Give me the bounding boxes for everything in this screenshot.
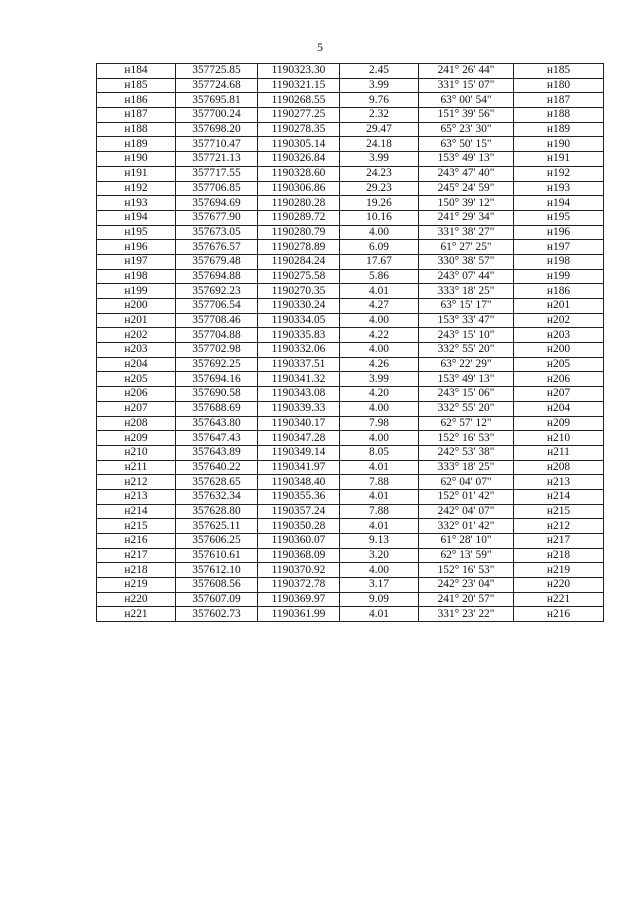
point-from-cell: н184 <box>97 64 176 79</box>
bearing-cell: 242° 53' 38" <box>419 445 514 460</box>
point-to-cell: н204 <box>514 401 604 416</box>
y-coordinate-cell: 1190270.35 <box>258 284 340 299</box>
bearing-cell: 331° 15' 07" <box>419 78 514 93</box>
point-from-cell: н219 <box>97 578 176 593</box>
table-row <box>97 578 604 593</box>
point-to-cell: н213 <box>514 475 604 490</box>
x-coordinate-cell: 357706.54 <box>176 299 258 314</box>
x-coordinate-cell: 357608.56 <box>176 578 258 593</box>
bearing-cell: 62° 57' 12" <box>419 416 514 431</box>
point-to-cell: н191 <box>514 152 604 167</box>
table-row <box>97 460 604 475</box>
point-from-cell: н186 <box>97 93 176 108</box>
bearing-cell: 152° 01' 42" <box>419 489 514 504</box>
bearing-cell: 63° 50' 15" <box>419 137 514 152</box>
x-coordinate-cell: 357647.43 <box>176 431 258 446</box>
y-coordinate-cell: 1190280.28 <box>258 196 340 211</box>
x-coordinate-cell: 357632.34 <box>176 489 258 504</box>
distance-cell: 4.01 <box>340 519 419 534</box>
point-to-cell: н192 <box>514 166 604 181</box>
y-coordinate-cell: 1190280.79 <box>258 225 340 240</box>
point-from-cell: н199 <box>97 284 176 299</box>
point-to-cell: н203 <box>514 328 604 343</box>
bearing-cell: 61° 27' 25" <box>419 240 514 255</box>
distance-cell: 4.00 <box>340 431 419 446</box>
distance-cell: 2.32 <box>340 108 419 123</box>
x-coordinate-cell: 357643.89 <box>176 445 258 460</box>
x-coordinate-cell: 357625.11 <box>176 519 258 534</box>
point-from-cell: н203 <box>97 343 176 358</box>
point-to-cell: н209 <box>514 416 604 431</box>
distance-cell: 9.76 <box>340 93 419 108</box>
table-row <box>97 475 604 490</box>
distance-cell: 7.88 <box>340 504 419 519</box>
point-to-cell: н200 <box>514 343 604 358</box>
distance-cell: 3.20 <box>340 548 419 563</box>
bearing-cell: 333° 18' 25" <box>419 460 514 475</box>
coordinates-table <box>96 63 604 622</box>
y-coordinate-cell: 1190337.51 <box>258 357 340 372</box>
point-from-cell: н193 <box>97 196 176 211</box>
x-coordinate-cell: 357694.16 <box>176 372 258 387</box>
y-coordinate-cell: 1190278.35 <box>258 122 340 137</box>
table-row <box>97 548 604 563</box>
table-row <box>97 387 604 402</box>
table-row <box>97 328 604 343</box>
bearing-cell: 63° 00' 54" <box>419 93 514 108</box>
point-to-cell: н206 <box>514 372 604 387</box>
x-coordinate-cell: 357702.98 <box>176 343 258 358</box>
point-to-cell: н193 <box>514 181 604 196</box>
distance-cell: 4.27 <box>340 299 419 314</box>
distance-cell: 4.00 <box>340 313 419 328</box>
distance-cell: 4.00 <box>340 401 419 416</box>
point-to-cell: н219 <box>514 563 604 578</box>
y-coordinate-cell: 1190355.36 <box>258 489 340 504</box>
bearing-cell: 332° 01' 42" <box>419 519 514 534</box>
x-coordinate-cell: 357690.58 <box>176 387 258 402</box>
point-to-cell: н205 <box>514 357 604 372</box>
point-to-cell: н215 <box>514 504 604 519</box>
point-to-cell: н195 <box>514 210 604 225</box>
point-to-cell: н199 <box>514 269 604 284</box>
table-row <box>97 78 604 93</box>
table-row <box>97 607 604 622</box>
distance-cell: 7.98 <box>340 416 419 431</box>
point-from-cell: н213 <box>97 489 176 504</box>
point-from-cell: н202 <box>97 328 176 343</box>
point-from-cell: н210 <box>97 445 176 460</box>
distance-cell: 24.23 <box>340 166 419 181</box>
coordinates-table-body <box>97 64 604 622</box>
table-row <box>97 93 604 108</box>
y-coordinate-cell: 1190348.40 <box>258 475 340 490</box>
x-coordinate-cell: 357628.80 <box>176 504 258 519</box>
point-from-cell: н221 <box>97 607 176 622</box>
bearing-cell: 241° 26' 44" <box>419 64 514 79</box>
x-coordinate-cell: 357700.24 <box>176 108 258 123</box>
point-from-cell: н206 <box>97 387 176 402</box>
point-from-cell: н198 <box>97 269 176 284</box>
point-from-cell: н187 <box>97 108 176 123</box>
y-coordinate-cell: 1190284.24 <box>258 254 340 269</box>
table-row <box>97 372 604 387</box>
bearing-cell: 63° 15' 17" <box>419 299 514 314</box>
point-from-cell: н194 <box>97 210 176 225</box>
distance-cell: 10.16 <box>340 210 419 225</box>
distance-cell: 3.17 <box>340 578 419 593</box>
x-coordinate-cell: 357677.90 <box>176 210 258 225</box>
distance-cell: 4.00 <box>340 343 419 358</box>
x-coordinate-cell: 357725.85 <box>176 64 258 79</box>
distance-cell: 4.01 <box>340 284 419 299</box>
distance-cell: 8.05 <box>340 445 419 460</box>
point-to-cell: н214 <box>514 489 604 504</box>
x-coordinate-cell: 357708.46 <box>176 313 258 328</box>
y-coordinate-cell: 1190347.28 <box>258 431 340 446</box>
table-row <box>97 225 604 240</box>
x-coordinate-cell: 357640.22 <box>176 460 258 475</box>
x-coordinate-cell: 357694.88 <box>176 269 258 284</box>
y-coordinate-cell: 1190275.58 <box>258 269 340 284</box>
distance-cell: 2.45 <box>340 64 419 79</box>
point-to-cell: н212 <box>514 519 604 534</box>
y-coordinate-cell: 1190341.97 <box>258 460 340 475</box>
table-row <box>97 299 604 314</box>
y-coordinate-cell: 1190306.86 <box>258 181 340 196</box>
table-row <box>97 152 604 167</box>
bearing-cell: 152° 16' 53" <box>419 431 514 446</box>
point-from-cell: н211 <box>97 460 176 475</box>
point-from-cell: н214 <box>97 504 176 519</box>
y-coordinate-cell: 1190361.99 <box>258 607 340 622</box>
y-coordinate-cell: 1190360.07 <box>258 534 340 549</box>
bearing-cell: 241° 29' 34" <box>419 210 514 225</box>
y-coordinate-cell: 1190350.28 <box>258 519 340 534</box>
point-from-cell: н217 <box>97 548 176 563</box>
point-to-cell: н188 <box>514 108 604 123</box>
point-from-cell: н191 <box>97 166 176 181</box>
y-coordinate-cell: 1190326.84 <box>258 152 340 167</box>
y-coordinate-cell: 1190321.15 <box>258 78 340 93</box>
point-from-cell: н209 <box>97 431 176 446</box>
distance-cell: 9.13 <box>340 534 419 549</box>
bearing-cell: 245° 24' 59" <box>419 181 514 196</box>
y-coordinate-cell: 1190268.55 <box>258 93 340 108</box>
bearing-cell: 62° 13' 59" <box>419 548 514 563</box>
distance-cell: 4.01 <box>340 607 419 622</box>
x-coordinate-cell: 357607.09 <box>176 592 258 607</box>
y-coordinate-cell: 1190277.25 <box>258 108 340 123</box>
distance-cell: 4.26 <box>340 357 419 372</box>
point-from-cell: н208 <box>97 416 176 431</box>
table-row <box>97 534 604 549</box>
distance-cell: 3.99 <box>340 372 419 387</box>
point-to-cell: н202 <box>514 313 604 328</box>
bearing-cell: 243° 47' 40" <box>419 166 514 181</box>
point-to-cell: н208 <box>514 460 604 475</box>
table-row <box>97 592 604 607</box>
table-row <box>97 563 604 578</box>
bearing-cell: 151° 39' 56" <box>419 108 514 123</box>
point-to-cell: н198 <box>514 254 604 269</box>
bearing-cell: 242° 23' 04" <box>419 578 514 593</box>
table-row <box>97 313 604 328</box>
x-coordinate-cell: 357695.81 <box>176 93 258 108</box>
point-from-cell: н200 <box>97 299 176 314</box>
y-coordinate-cell: 1190343.08 <box>258 387 340 402</box>
point-from-cell: н188 <box>97 122 176 137</box>
x-coordinate-cell: 357704.88 <box>176 328 258 343</box>
table-row <box>97 166 604 181</box>
y-coordinate-cell: 1190349.14 <box>258 445 340 460</box>
y-coordinate-cell: 1190341.32 <box>258 372 340 387</box>
table-row <box>97 122 604 137</box>
bearing-cell: 241° 20' 57" <box>419 592 514 607</box>
distance-cell: 4.20 <box>340 387 419 402</box>
point-from-cell: н205 <box>97 372 176 387</box>
table-row <box>97 504 604 519</box>
distance-cell: 4.22 <box>340 328 419 343</box>
point-to-cell: н189 <box>514 122 604 137</box>
point-to-cell: н211 <box>514 445 604 460</box>
y-coordinate-cell: 1190357.24 <box>258 504 340 519</box>
x-coordinate-cell: 357676.57 <box>176 240 258 255</box>
point-from-cell: н189 <box>97 137 176 152</box>
point-to-cell: н190 <box>514 137 604 152</box>
bearing-cell: 242° 04' 07" <box>419 504 514 519</box>
point-from-cell: н201 <box>97 313 176 328</box>
x-coordinate-cell: 357692.23 <box>176 284 258 299</box>
table-row <box>97 181 604 196</box>
distance-cell: 29.23 <box>340 181 419 196</box>
table-row <box>97 64 604 79</box>
x-coordinate-cell: 357717.55 <box>176 166 258 181</box>
y-coordinate-cell: 1190368.09 <box>258 548 340 563</box>
x-coordinate-cell: 357643.80 <box>176 416 258 431</box>
x-coordinate-cell: 357706.85 <box>176 181 258 196</box>
point-to-cell: н201 <box>514 299 604 314</box>
y-coordinate-cell: 1190372.78 <box>258 578 340 593</box>
bearing-cell: 243° 15' 06" <box>419 387 514 402</box>
y-coordinate-cell: 1190370.92 <box>258 563 340 578</box>
table-row <box>97 240 604 255</box>
bearing-cell: 332° 55' 20" <box>419 401 514 416</box>
distance-cell: 29.47 <box>340 122 419 137</box>
table-row <box>97 196 604 211</box>
table-row <box>97 431 604 446</box>
distance-cell: 4.01 <box>340 489 419 504</box>
table-row <box>97 489 604 504</box>
point-from-cell: н204 <box>97 357 176 372</box>
distance-cell: 4.00 <box>340 225 419 240</box>
distance-cell: 4.01 <box>340 460 419 475</box>
bearing-cell: 243° 07' 44" <box>419 269 514 284</box>
bearing-cell: 152° 16' 53" <box>419 563 514 578</box>
distance-cell: 7.88 <box>340 475 419 490</box>
point-to-cell: н210 <box>514 431 604 446</box>
point-from-cell: н220 <box>97 592 176 607</box>
point-from-cell: н207 <box>97 401 176 416</box>
bearing-cell: 331° 23' 22" <box>419 607 514 622</box>
distance-cell: 24.18 <box>340 137 419 152</box>
x-coordinate-cell: 357694.69 <box>176 196 258 211</box>
table-row <box>97 445 604 460</box>
y-coordinate-cell: 1190278.89 <box>258 240 340 255</box>
bearing-cell: 153° 49' 13" <box>419 372 514 387</box>
table-row <box>97 519 604 534</box>
x-coordinate-cell: 357679.48 <box>176 254 258 269</box>
y-coordinate-cell: 1190335.83 <box>258 328 340 343</box>
distance-cell: 9.09 <box>340 592 419 607</box>
x-coordinate-cell: 357602.73 <box>176 607 258 622</box>
y-coordinate-cell: 1190289.72 <box>258 210 340 225</box>
table-row <box>97 357 604 372</box>
table-row <box>97 269 604 284</box>
y-coordinate-cell: 1190339.33 <box>258 401 340 416</box>
x-coordinate-cell: 357673.05 <box>176 225 258 240</box>
table-row <box>97 108 604 123</box>
distance-cell: 3.99 <box>340 152 419 167</box>
point-from-cell: н197 <box>97 254 176 269</box>
bearing-cell: 333° 18' 25" <box>419 284 514 299</box>
point-to-cell: н187 <box>514 93 604 108</box>
x-coordinate-cell: 357612.10 <box>176 563 258 578</box>
point-to-cell: н194 <box>514 196 604 211</box>
x-coordinate-cell: 357628.65 <box>176 475 258 490</box>
point-to-cell: н180 <box>514 78 604 93</box>
table-row <box>97 343 604 358</box>
distance-cell: 4.00 <box>340 563 419 578</box>
point-to-cell: н196 <box>514 225 604 240</box>
y-coordinate-cell: 1190334.05 <box>258 313 340 328</box>
distance-cell: 17.67 <box>340 254 419 269</box>
point-to-cell: н216 <box>514 607 604 622</box>
bearing-cell: 331° 38' 27" <box>419 225 514 240</box>
y-coordinate-cell: 1190323.30 <box>258 64 340 79</box>
point-to-cell: н207 <box>514 387 604 402</box>
point-to-cell: н218 <box>514 548 604 563</box>
table-row <box>97 416 604 431</box>
x-coordinate-cell: 357721.13 <box>176 152 258 167</box>
bearing-cell: 332° 55' 20" <box>419 343 514 358</box>
x-coordinate-cell: 357688.69 <box>176 401 258 416</box>
table-row <box>97 254 604 269</box>
x-coordinate-cell: 357724.68 <box>176 78 258 93</box>
y-coordinate-cell: 1190330.24 <box>258 299 340 314</box>
distance-cell: 5.86 <box>340 269 419 284</box>
point-to-cell: н221 <box>514 592 604 607</box>
y-coordinate-cell: 1190332.06 <box>258 343 340 358</box>
bearing-cell: 153° 49' 13" <box>419 152 514 167</box>
point-to-cell: н220 <box>514 578 604 593</box>
x-coordinate-cell: 357610.61 <box>176 548 258 563</box>
point-to-cell: н197 <box>514 240 604 255</box>
point-from-cell: н195 <box>97 225 176 240</box>
x-coordinate-cell: 357698.20 <box>176 122 258 137</box>
bearing-cell: 243° 15' 10" <box>419 328 514 343</box>
y-coordinate-cell: 1190305.14 <box>258 137 340 152</box>
table-row <box>97 284 604 299</box>
table-row <box>97 137 604 152</box>
point-from-cell: н192 <box>97 181 176 196</box>
bearing-cell: 61° 28' 10" <box>419 534 514 549</box>
point-to-cell: н217 <box>514 534 604 549</box>
x-coordinate-cell: 357692.25 <box>176 357 258 372</box>
x-coordinate-cell: 357606.25 <box>176 534 258 549</box>
point-from-cell: н218 <box>97 563 176 578</box>
bearing-cell: 153° 33' 47" <box>419 313 514 328</box>
table-row <box>97 401 604 416</box>
y-coordinate-cell: 1190369.97 <box>258 592 340 607</box>
table-row <box>97 210 604 225</box>
bearing-cell: 330° 38' 57" <box>419 254 514 269</box>
distance-cell: 6.09 <box>340 240 419 255</box>
distance-cell: 3.99 <box>340 78 419 93</box>
point-to-cell: н186 <box>514 284 604 299</box>
point-from-cell: н215 <box>97 519 176 534</box>
point-from-cell: н190 <box>97 152 176 167</box>
bearing-cell: 65° 23' 30" <box>419 122 514 137</box>
y-coordinate-cell: 1190328.60 <box>258 166 340 181</box>
point-to-cell: н185 <box>514 64 604 79</box>
point-from-cell: н185 <box>97 78 176 93</box>
x-coordinate-cell: 357710.47 <box>176 137 258 152</box>
page-number: 5 <box>317 40 323 54</box>
point-from-cell: н196 <box>97 240 176 255</box>
bearing-cell: 62° 04' 07" <box>419 475 514 490</box>
point-from-cell: н212 <box>97 475 176 490</box>
bearing-cell: 150° 39' 12" <box>419 196 514 211</box>
bearing-cell: 63° 22' 29" <box>419 357 514 372</box>
distance-cell: 19.26 <box>340 196 419 211</box>
point-from-cell: н216 <box>97 534 176 549</box>
y-coordinate-cell: 1190340.17 <box>258 416 340 431</box>
